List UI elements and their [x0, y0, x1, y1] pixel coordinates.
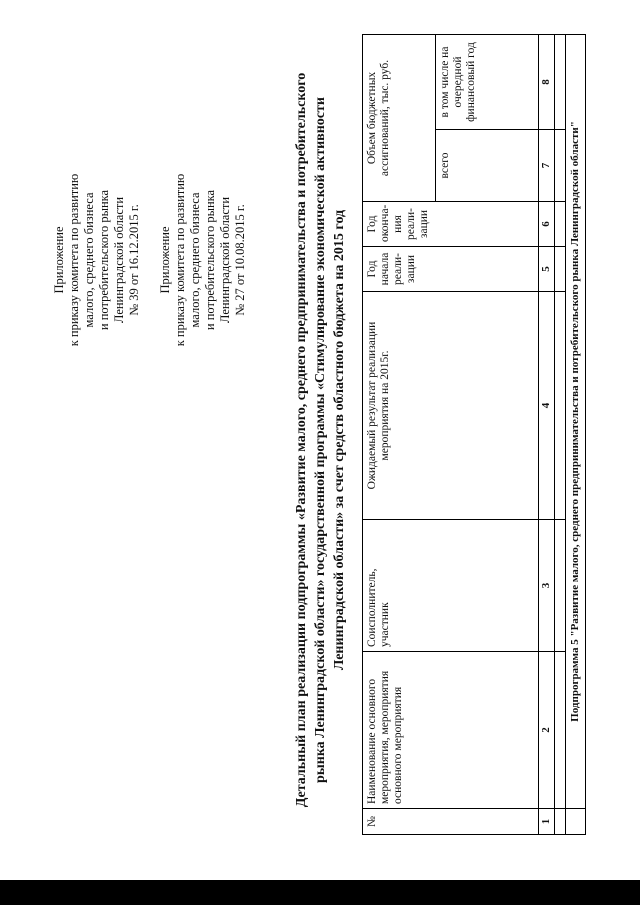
appendix-line: Приложение [158, 226, 172, 294]
title-line: рынка Ленинградской области» государственной программы «Стимулирование экономической активности [313, 97, 328, 783]
scanner-border [0, 880, 640, 905]
appendix-line: и потребительского рынка [97, 189, 111, 331]
header-coexecutor: Соисполнитель, участник [363, 520, 539, 652]
column-number: 2 [539, 652, 555, 809]
subprogram-row [566, 35, 586, 835]
plan-title [292, 40, 349, 840]
header-total: всего [436, 130, 539, 202]
header-start-year: Год начала реали-зации [363, 247, 539, 292]
table-header-row [363, 35, 436, 835]
column-number: 4 [539, 292, 555, 520]
appendix-note-current [52, 140, 142, 380]
column-numbers-row [539, 35, 555, 835]
column-number: 7 [539, 130, 555, 202]
appendix-line: Ленинградской области [112, 196, 126, 324]
appendix-note-previous [158, 140, 248, 380]
header-activity-name: Наименование основного мероприятия, мероприятия основного мероприятия [363, 652, 539, 809]
column-number: 8 [539, 35, 555, 130]
plan-table [362, 34, 586, 835]
appendix-line: Приложение [52, 226, 66, 294]
header-number: № [363, 809, 539, 835]
title-line: Детальный план реализации подпрограммы «Развитие малого, среднего предпринимательства и потребительского [294, 72, 309, 808]
subprogram-title: Подпрограмма 5 "Развитие малого, среднего предпринимательства и потребительского рынка Ленинградской области" [566, 35, 586, 809]
appendix-line: к приказу комитета по развитию [67, 173, 81, 347]
appendix-line: № 27 от 10.08.2015 г. [233, 204, 247, 316]
title-line: Ленинградской области» за счет средств областного бюджета на 2015 год [332, 209, 347, 671]
column-number: 5 [539, 247, 555, 292]
header-expected-result: Ожидаемый результат реализации мероприятия на 2015г. [363, 292, 539, 520]
column-number: 6 [539, 202, 555, 247]
header-including-year: в том числе на очередной финансовый год [436, 35, 539, 130]
appendix-line: к приказу комитета по развитию [173, 173, 187, 347]
column-number: 3 [539, 520, 555, 652]
header-budget-volume: Объем бюджетных ассигнований, тыс. руб. [363, 35, 436, 202]
empty-row [555, 35, 566, 835]
appendix-line: и потребительского рынка [203, 189, 217, 331]
appendix-line: Ленинградской области [218, 196, 232, 324]
column-number: 1 [539, 809, 555, 835]
appendix-line: малого, среднего бизнеса [82, 192, 96, 328]
appendix-line: № 39 от 16.12.2015 г. [127, 204, 141, 316]
header-end-year: Год оконча-ния реали-зации [363, 202, 539, 247]
appendix-line: малого, среднего бизнеса [188, 192, 202, 328]
